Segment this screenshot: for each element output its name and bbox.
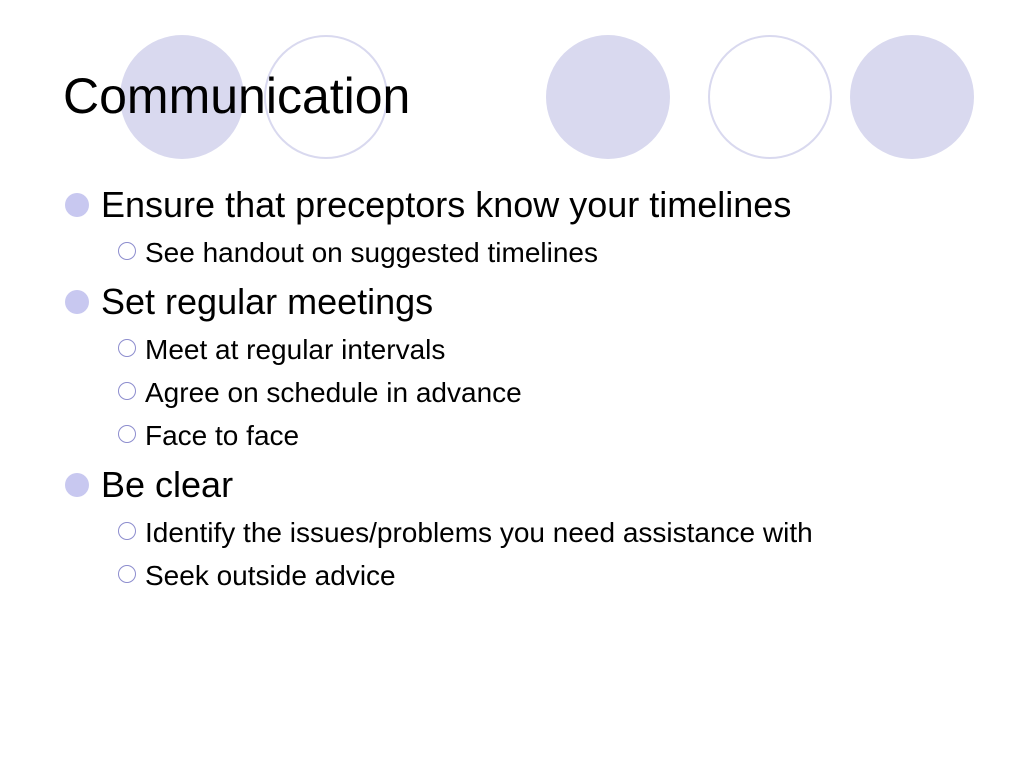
- hollow-circle-bullet-icon: [118, 565, 136, 583]
- decorative-filled-circle: [546, 35, 670, 159]
- bullet-item: [64, 180, 1004, 230]
- sub-bullet-item: [64, 414, 1004, 457]
- sub-bullet-list: [64, 511, 1004, 597]
- bullet-item: [64, 277, 1004, 327]
- bullet-list: [64, 180, 1004, 600]
- bullet-text: Be clear: [101, 464, 234, 505]
- bullet-item: [64, 460, 1004, 510]
- slide-title: Communication: [63, 68, 411, 124]
- bullet-text: Set regular meetings: [101, 281, 434, 322]
- sub-bullet-text: See handout on suggested timelines: [145, 237, 598, 268]
- sub-bullet-item: [64, 371, 1004, 414]
- bullet-text: Ensure that preceptors know your timelines: [101, 184, 792, 225]
- hollow-circle-bullet-icon: [118, 522, 136, 540]
- sub-bullet-item: [64, 328, 1004, 371]
- sub-bullet-text: Agree on schedule in advance: [145, 377, 522, 408]
- sub-bullet-item: [64, 231, 1004, 274]
- hollow-circle-bullet-icon: [118, 339, 136, 357]
- sub-bullet-text: Meet at regular intervals: [145, 334, 446, 365]
- sub-bullet-text: Identify the issues/problems you need assistance with: [145, 517, 813, 548]
- sub-bullet-text: Face to face: [145, 420, 300, 451]
- filled-circle-bullet-icon: [65, 193, 89, 217]
- filled-circle-bullet-icon: [65, 473, 89, 497]
- decorative-ring-circle: [708, 35, 832, 159]
- decorative-filled-circle: [850, 35, 974, 159]
- hollow-circle-bullet-icon: [118, 382, 136, 400]
- sub-bullet-item: [64, 511, 1004, 554]
- sub-bullet-list: [64, 231, 1004, 274]
- sub-bullet-text: Seek outside advice: [145, 560, 396, 591]
- sub-bullet-item: [64, 554, 1004, 597]
- hollow-circle-bullet-icon: [118, 242, 136, 260]
- sub-bullet-list: [64, 328, 1004, 457]
- filled-circle-bullet-icon: [65, 290, 89, 314]
- hollow-circle-bullet-icon: [118, 425, 136, 443]
